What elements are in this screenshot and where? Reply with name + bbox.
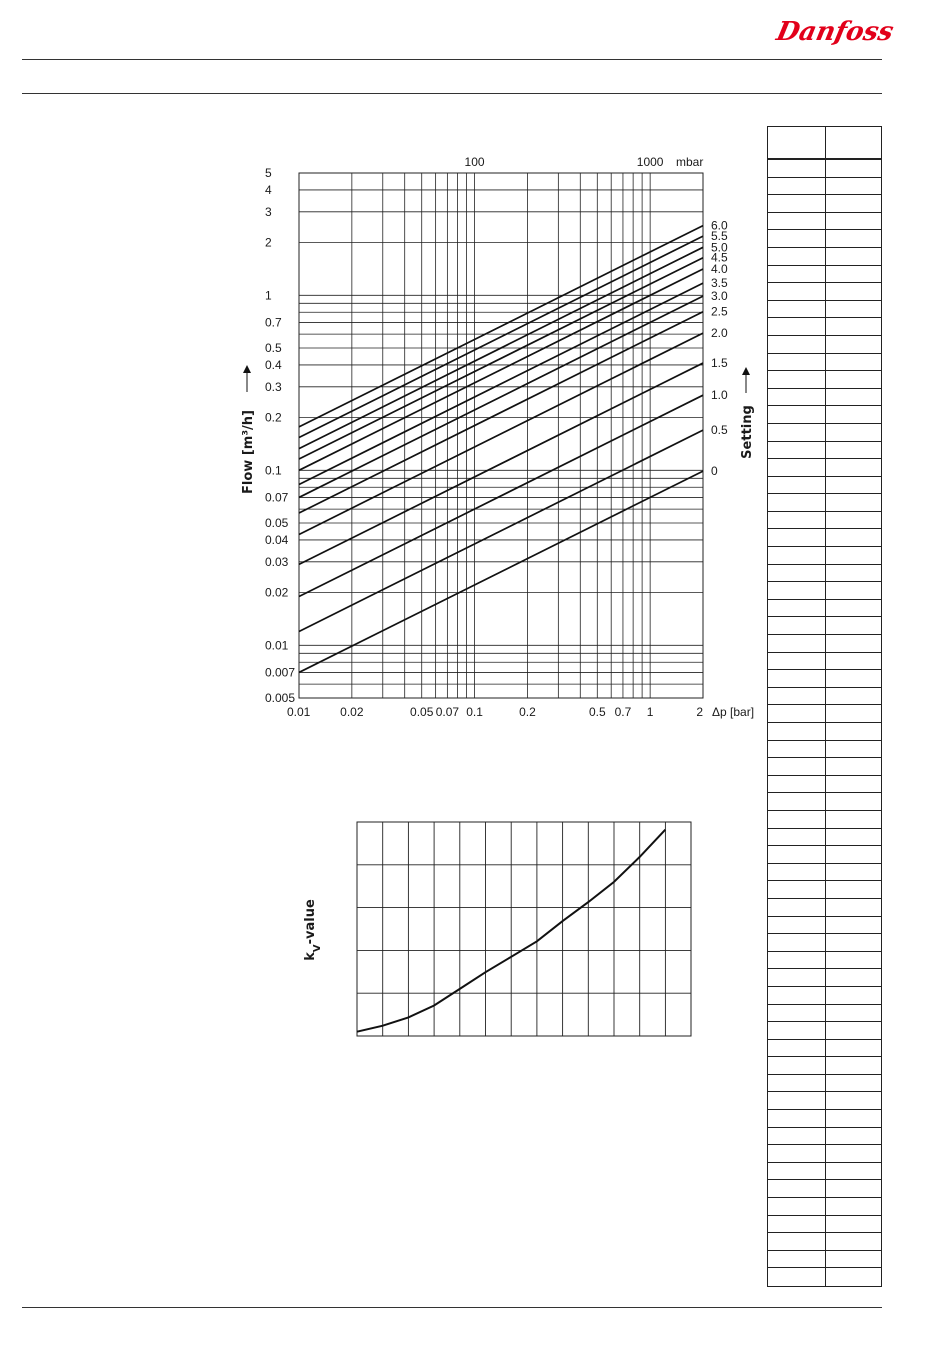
side-table-row — [768, 195, 881, 213]
side-table-row — [768, 899, 881, 917]
y-tick-3: 3 — [265, 204, 272, 219]
side-table-row — [768, 881, 881, 899]
x-tick-0.02: 0.02 — [340, 705, 364, 719]
side-table-row — [768, 301, 881, 319]
side-table-row — [768, 1128, 881, 1146]
series-label-0.5: 0.5 — [711, 423, 728, 438]
footer-rule — [22, 1307, 882, 1308]
series-label-3.0: 3.0 — [711, 289, 728, 304]
kv-chart-grid — [357, 822, 691, 1036]
side-table-row — [768, 178, 881, 196]
side-table-row — [768, 864, 881, 882]
kv-axis-title: $k_V$-value — [303, 899, 323, 961]
y-tick-0.1: 0.1 — [265, 463, 282, 478]
side-table-row — [768, 565, 881, 583]
kv-frame — [357, 822, 691, 1036]
side-table-row — [768, 1110, 881, 1128]
y-tick-0.01: 0.01 — [265, 638, 289, 653]
side-table-row — [768, 230, 881, 248]
y-tick-0.05: 0.05 — [265, 516, 289, 530]
side-table-row — [768, 1005, 881, 1023]
side-table-row — [768, 1180, 881, 1198]
kv-chart-labels — [303, 899, 323, 961]
y-tick-0.7: 0.7 — [265, 315, 282, 330]
side-table-row — [768, 283, 881, 301]
series-label-1.5: 1.5 — [711, 356, 728, 371]
top-tick-1000: 1000 — [636, 155, 664, 169]
side-table-row — [768, 617, 881, 635]
side-table-row — [768, 213, 881, 231]
x-tick-0.7: 0.7 — [614, 705, 632, 719]
side-table-row — [768, 1268, 881, 1286]
side-table-row — [768, 952, 881, 970]
side-table-row — [768, 1198, 881, 1216]
side-table-row — [768, 477, 881, 495]
danfoss-logo-text: Danfoss — [773, 16, 897, 47]
y-tick-0.03: 0.03 — [265, 554, 289, 569]
y-tick-0.04: 0.04 — [265, 532, 289, 547]
side-table-row — [768, 1216, 881, 1234]
x-tick-0.1: 0.1 — [466, 705, 483, 719]
series-label-5.0: 5.0 — [711, 240, 728, 255]
side-table-row — [768, 1022, 881, 1040]
side-table-row — [768, 160, 881, 178]
side-table-row — [768, 758, 881, 776]
side-table-row — [768, 846, 881, 864]
series-label-6.0: 6.0 — [711, 218, 728, 233]
side-table-row — [768, 670, 881, 688]
x-tick-2: 2 — [696, 705, 703, 719]
y-tick-4: 4 — [265, 182, 272, 197]
side-table-row — [768, 811, 881, 829]
side-table-row — [768, 336, 881, 354]
top-unit: mbar — [676, 155, 704, 169]
side-table-row — [768, 1163, 881, 1181]
side-table-row — [768, 266, 881, 284]
y-tick-0.007: 0.007 — [265, 665, 296, 680]
y-tick-2: 2 — [265, 235, 272, 250]
y-tick-0.5: 0.5 — [265, 341, 282, 355]
series-label-4.5: 4.5 — [711, 250, 728, 265]
side-table-row — [768, 793, 881, 811]
y-tick-0.2: 0.2 — [265, 410, 282, 425]
y-tick-0.3: 0.3 — [265, 379, 282, 394]
side-table-row — [768, 318, 881, 336]
side-table-row — [768, 442, 881, 460]
side-table — [767, 126, 882, 1287]
side-table-row — [768, 688, 881, 706]
x-tick-1: 1 — [646, 705, 654, 719]
side-table-row — [768, 1233, 881, 1251]
side-table-row — [768, 1040, 881, 1058]
side-table-row — [768, 582, 881, 600]
y-tick-0.4: 0.4 — [265, 357, 282, 372]
side-table-row — [768, 1057, 881, 1075]
y-tick-0.07: 0.07 — [265, 490, 289, 505]
side-table-row — [768, 494, 881, 512]
side-table-row — [768, 529, 881, 547]
x-tick-0.5: 0.5 — [588, 705, 606, 719]
side-table-row — [768, 371, 881, 389]
side-table-row — [768, 512, 881, 530]
side-table-row — [768, 459, 881, 477]
side-table-header — [768, 127, 881, 160]
side-table-row — [768, 1145, 881, 1163]
series-label-5.5: 5.5 — [711, 229, 728, 244]
side-table-row — [768, 1251, 881, 1269]
side-table-row — [768, 987, 881, 1005]
side-table-row — [768, 354, 881, 372]
y-tick-5: 5 — [265, 166, 272, 180]
series-label-3.5: 3.5 — [711, 276, 728, 291]
side-table-row — [768, 248, 881, 266]
side-table-row — [768, 653, 881, 671]
x-axis-label: Δp [bar] — [712, 705, 755, 719]
side-table-row — [768, 705, 881, 723]
side-table-row — [768, 600, 881, 618]
y-axis-title: Flow [m³/h] — [241, 410, 256, 494]
side-table-row — [768, 829, 881, 847]
x-tick-0.07: 0.07 — [435, 705, 460, 719]
side-table-row — [768, 389, 881, 407]
side-table-row — [768, 776, 881, 794]
x-tick-0.2: 0.2 — [519, 705, 536, 719]
series-label-2.0: 2.0 — [711, 326, 728, 341]
side-table-row — [768, 934, 881, 952]
y-tick-0.02: 0.02 — [265, 585, 289, 600]
y-tick-1: 1 — [265, 288, 272, 303]
x-tick-0.05: 0.05 — [410, 705, 434, 719]
series-label-0: 0 — [711, 464, 718, 479]
series-label-1.0: 1.0 — [711, 388, 728, 403]
setting-axis-title: Setting — [740, 405, 755, 459]
side-table-row — [768, 723, 881, 741]
side-table-row — [768, 969, 881, 987]
side-table-row — [768, 1092, 881, 1110]
side-table-row — [768, 547, 881, 565]
side-table-row — [768, 406, 881, 424]
series-label-4.0: 4.0 — [711, 261, 728, 276]
side-table-row — [768, 741, 881, 759]
y-tick-0.005: 0.005 — [265, 691, 296, 705]
x-tick-0.01: 0.01 — [287, 705, 311, 719]
series-label-2.5: 2.5 — [711, 304, 728, 319]
side-table-row — [768, 1075, 881, 1093]
top-tick-100: 100 — [464, 155, 485, 169]
side-table-row — [768, 917, 881, 935]
side-table-row — [768, 424, 881, 442]
side-table-row — [768, 635, 881, 653]
